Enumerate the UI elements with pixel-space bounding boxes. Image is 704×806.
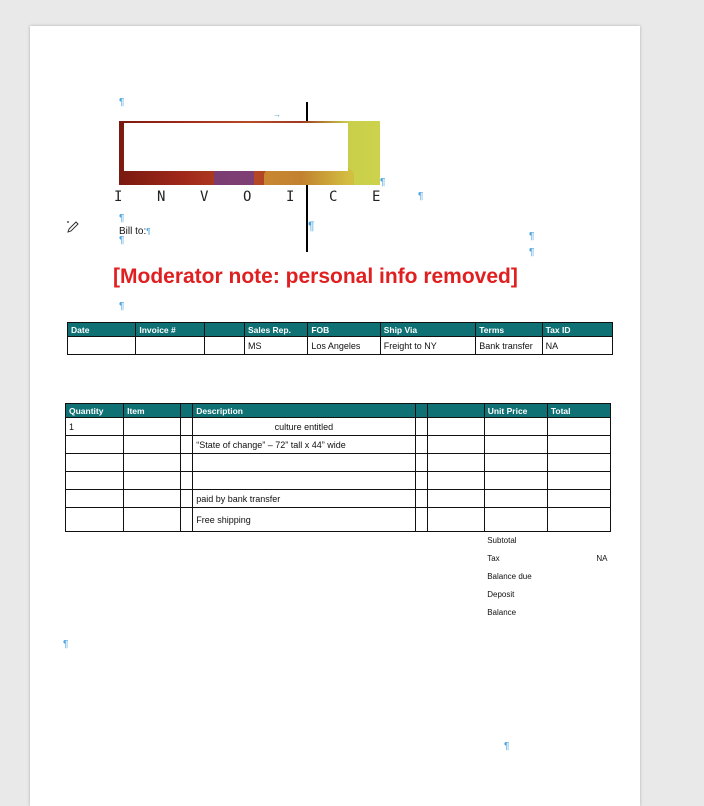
table-cell[interactable] <box>204 337 244 355</box>
table-cell[interactable]: paid by bank transfer <box>193 490 415 508</box>
paragraph-mark: ¶ <box>529 231 535 242</box>
summary-label <box>484 622 547 640</box>
column-header: Sales Rep. <box>244 323 307 337</box>
column-header: Unit Price <box>484 404 547 418</box>
column-header: Invoice # <box>136 323 204 337</box>
table-cell[interactable] <box>484 454 547 472</box>
table-cell[interactable] <box>415 436 427 454</box>
paragraph-mark: ¶ <box>119 301 125 312</box>
paragraph-mark: ¶ <box>119 213 125 224</box>
table-cell[interactable] <box>193 454 415 472</box>
paragraph-mark: ¶ <box>529 247 535 258</box>
table-cell[interactable]: “State of change” – 72” tall x 44” wide <box>193 436 415 454</box>
table-cell[interactable] <box>66 490 124 508</box>
table-cell[interactable] <box>547 490 610 508</box>
column-header: Ship Via <box>380 323 476 337</box>
table-cell[interactable]: MS <box>244 337 307 355</box>
table-cell[interactable] <box>181 418 193 436</box>
table-cell[interactable] <box>415 490 427 508</box>
table-cell[interactable] <box>547 472 610 490</box>
table-cell[interactable] <box>181 490 193 508</box>
table-cell[interactable] <box>68 337 136 355</box>
tab-arrow-mark: → <box>273 110 281 119</box>
table-cell[interactable] <box>547 436 610 454</box>
table-cell[interactable] <box>427 418 484 436</box>
table-cell[interactable] <box>415 454 427 472</box>
title-letter: I <box>114 189 123 205</box>
title-letter: C <box>329 189 338 205</box>
table-cell[interactable] <box>415 418 427 436</box>
table-cell[interactable] <box>484 436 547 454</box>
column-header: Total <box>547 404 610 418</box>
column-header <box>204 323 244 337</box>
bill-to-label: Bill to:¶ <box>119 226 151 237</box>
table-cell[interactable] <box>484 418 547 436</box>
table-cell[interactable] <box>124 490 181 508</box>
column-header: Item <box>124 404 181 418</box>
table-cell[interactable] <box>427 508 484 532</box>
summary-value[interactable]: NA <box>596 554 608 563</box>
table-cell[interactable]: Free shipping <box>193 508 415 532</box>
paragraph-mark: ¶ <box>308 219 315 233</box>
title-letter: I <box>286 189 295 205</box>
paragraph-mark: ¶ <box>119 235 125 246</box>
title-letter: N <box>157 189 166 205</box>
table-cell[interactable] <box>181 436 193 454</box>
table-cell[interactable] <box>415 472 427 490</box>
moderator-note: [Moderator note: personal info removed] <box>113 265 518 288</box>
table-cell[interactable] <box>124 454 181 472</box>
summary-label: Deposit <box>487 590 515 599</box>
paragraph-mark: ¶ <box>504 741 510 752</box>
table-cell[interactable] <box>547 454 610 472</box>
summary-row <box>66 586 611 604</box>
summary-row <box>66 532 611 550</box>
summary-value[interactable] <box>547 586 610 604</box>
table-cell[interactable]: Los Angeles <box>308 337 380 355</box>
column-header <box>415 404 427 418</box>
paragraph-mark: ¶ <box>418 191 424 202</box>
table-cell[interactable] <box>181 508 193 532</box>
table-cell[interactable] <box>427 454 484 472</box>
table-row <box>66 490 611 508</box>
table-cell <box>66 604 485 622</box>
table-cell[interactable]: Freight to NY <box>380 337 476 355</box>
summary-label: Tax <box>487 554 500 563</box>
column-header: Date <box>68 323 136 337</box>
table-cell[interactable] <box>427 490 484 508</box>
table-cell[interactable] <box>124 436 181 454</box>
table-row <box>66 436 611 454</box>
table-cell[interactable] <box>124 418 181 436</box>
column-header: Quantity <box>66 404 124 418</box>
table-cell[interactable] <box>181 454 193 472</box>
summary-value[interactable] <box>547 622 610 640</box>
column-header: Tax ID <box>542 323 612 337</box>
table-cell[interactable] <box>484 490 547 508</box>
summary-value[interactable] <box>547 568 610 586</box>
table-cell[interactable] <box>547 418 610 436</box>
summary-value[interactable] <box>547 604 610 622</box>
title-letter: V <box>200 189 209 205</box>
invoice-items-table <box>65 403 611 640</box>
table-row <box>66 472 611 490</box>
table-cell[interactable] <box>136 337 204 355</box>
table-cell <box>66 586 485 604</box>
table-cell[interactable] <box>66 436 124 454</box>
table-cell[interactable]: Bank transfer <box>476 337 542 355</box>
table-row <box>66 508 611 532</box>
table-cell <box>66 622 485 640</box>
table-cell[interactable]: culture entitled <box>193 418 415 436</box>
table-cell[interactable] <box>427 436 484 454</box>
column-header: FOB <box>308 323 380 337</box>
column-header <box>181 404 193 418</box>
column-header: Terms <box>476 323 542 337</box>
paragraph-mark: ¶ <box>63 639 69 650</box>
table-cell[interactable] <box>124 508 181 532</box>
table-cell[interactable] <box>181 472 193 490</box>
table-cell[interactable]: 1 <box>66 418 124 436</box>
summary-row <box>66 568 611 586</box>
table-cell[interactable] <box>124 472 181 490</box>
invoice-header-table <box>67 322 613 355</box>
column-header <box>427 404 484 418</box>
summary-row <box>66 604 611 622</box>
table-row <box>66 454 611 472</box>
table-cell[interactable] <box>427 472 484 490</box>
edit-pen-icon[interactable] <box>66 220 80 234</box>
summary-label: Subtotal <box>487 536 517 546</box>
table-cell[interactable]: NA <box>542 337 612 355</box>
paragraph-mark: ¶ <box>380 177 386 188</box>
table-cell[interactable] <box>193 472 415 490</box>
table-cell <box>66 550 485 568</box>
paragraph-mark: ¶ <box>119 97 125 108</box>
header-banner-image <box>119 121 380 185</box>
summary-label: Balance due <box>487 572 532 581</box>
column-header: Description <box>193 404 415 418</box>
table-cell[interactable] <box>484 508 547 532</box>
title-letter: E <box>372 189 381 205</box>
summary-label: Balance <box>487 608 517 617</box>
table-cell <box>66 568 485 586</box>
summary-row <box>66 550 611 568</box>
table-cell[interactable] <box>547 508 610 532</box>
summary-value[interactable] <box>547 532 610 550</box>
table-cell[interactable] <box>66 472 124 490</box>
invoice-title <box>114 189 415 205</box>
title-letter: O <box>243 189 252 205</box>
table-cell[interactable] <box>66 508 124 532</box>
summary-row <box>66 622 611 640</box>
table-row <box>66 418 611 436</box>
table-cell[interactable] <box>415 508 427 532</box>
table-cell[interactable] <box>66 454 124 472</box>
table-row <box>68 337 613 355</box>
table-cell[interactable] <box>484 472 547 490</box>
table-cell <box>66 532 485 550</box>
